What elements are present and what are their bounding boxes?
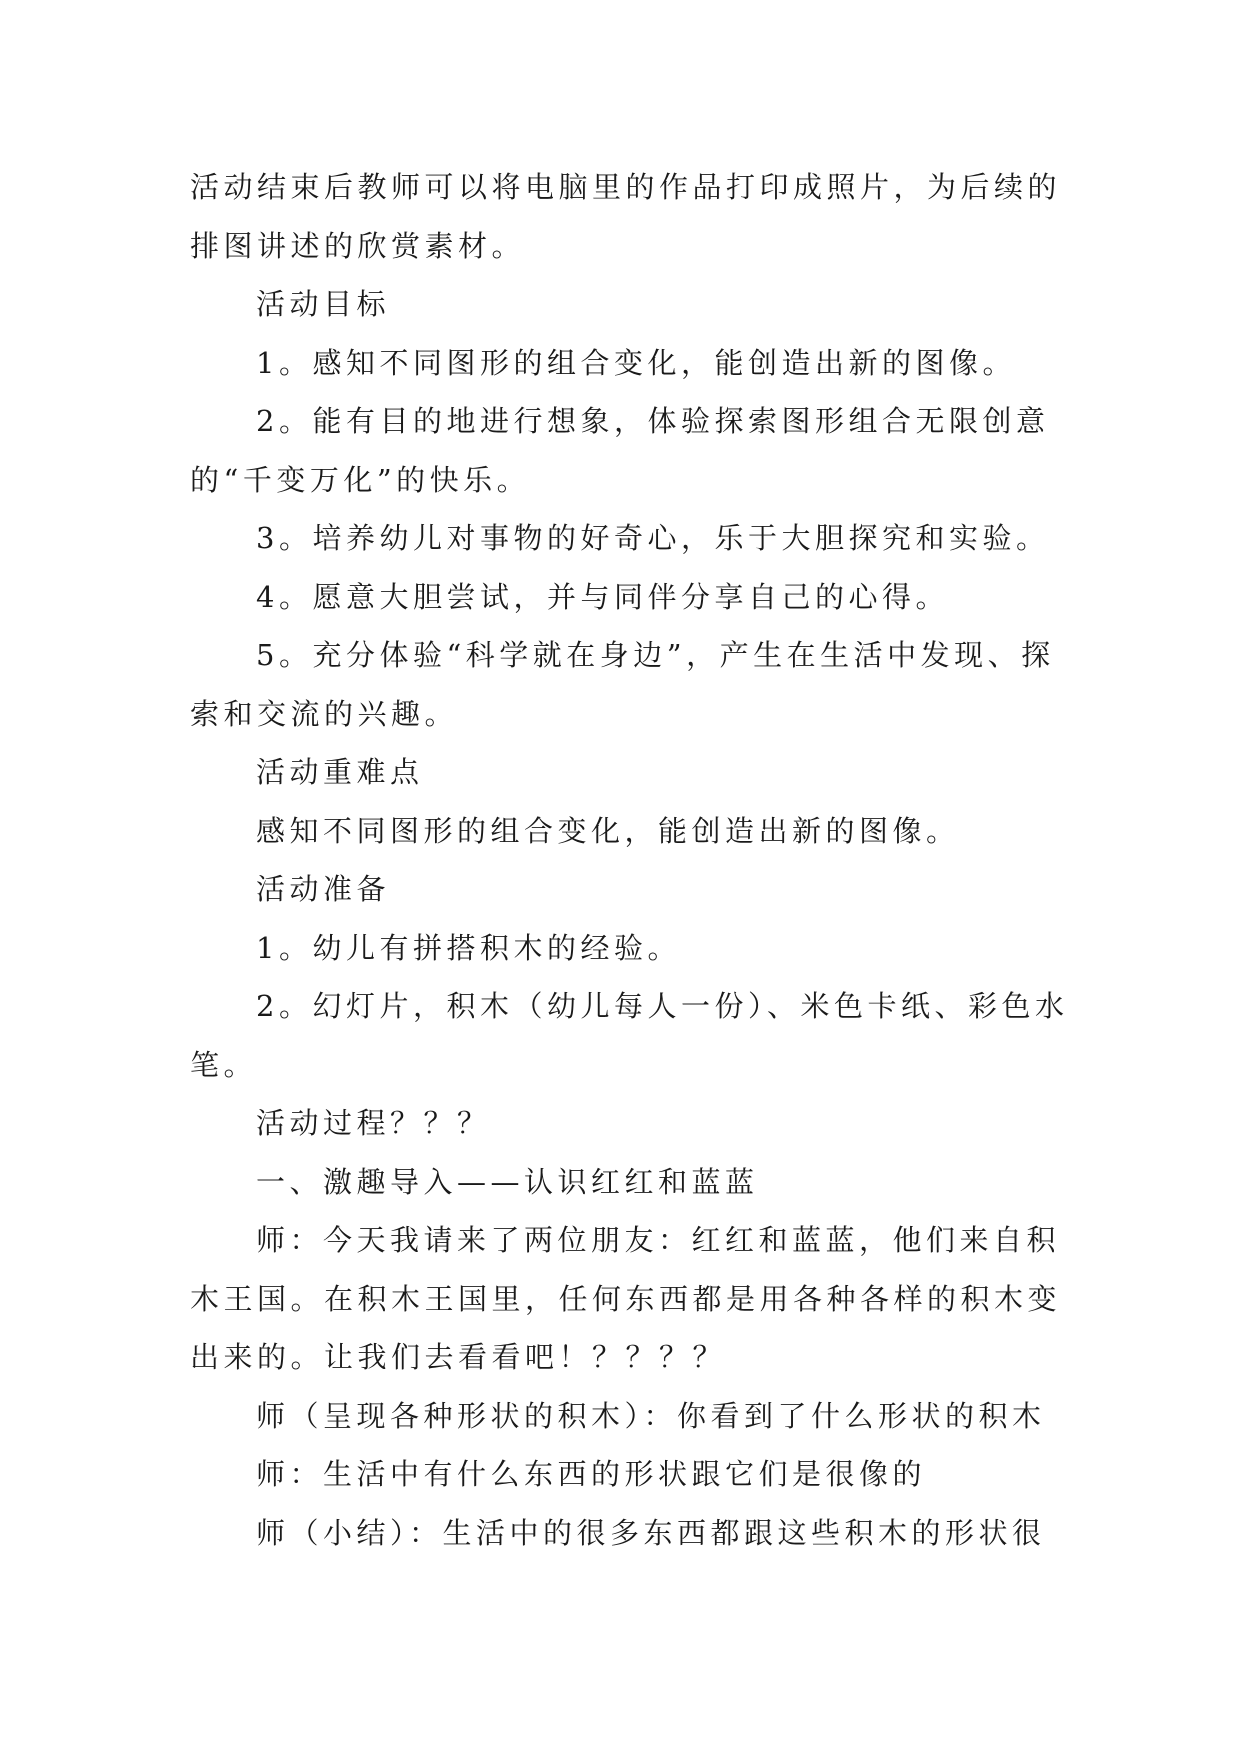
goal-item-5: 5。充分体验“科学就在身边”，产生在生活中发现、探 — [256, 638, 1055, 672]
key-points-text: 感知不同图形的组合变化，能创造出新的图像。 — [256, 813, 960, 848]
dialogue-line: 师：生活中有什么东西的形状跟它们是很像的 — [256, 1457, 927, 1491]
goal-item-1: 1。感知不同图形的组合变化，能创造出新的图像。 — [256, 345, 1016, 380]
section-heading-key-points: 活动重难点 — [256, 755, 424, 789]
document-body — [190, 158, 1069, 1562]
dialogue-line: 师：今天我请来了两位朋友：红红和蓝蓝，他们来自积 — [256, 1223, 1061, 1257]
paragraph-line: 活动结束后教师可以将电脑里的作品打印成照片，为后续的 — [190, 170, 1062, 204]
preparation-item-2-continued: 笔。 — [190, 1047, 258, 1082]
dialogue-line-continued: 木王国。在积木王国里，任何东西都是用各种各样的积木变 — [190, 1281, 1062, 1316]
dialogue-line: 师（呈现各种形状的积木）：你看到了什么形状的积木 — [256, 1398, 1046, 1433]
section-heading-process: 活动过程？？？ — [256, 1106, 491, 1140]
section-heading-preparation: 活动准备 — [256, 872, 391, 906]
paragraph-line: 排图讲述的欣赏素材。 — [190, 228, 526, 263]
goal-item-2-continued: 的“千变万化”的快乐。 — [190, 462, 531, 497]
preparation-item-2: 2。幻灯片，积木（幼儿每人一份）、米色卡纸、彩色水 — [256, 989, 1069, 1023]
goal-item-5-continued: 索和交流的兴趣。 — [190, 696, 459, 731]
goal-item-3: 3。培养幼儿对事物的好奇心，乐于大胆探究和实验。 — [256, 521, 1050, 555]
dialogue-line-continued: 出来的。让我们去看看吧！？？？？ — [190, 1340, 727, 1374]
goal-item-4: 4。愿意大胆尝试，并与同伴分享自己的心得。 — [256, 579, 949, 614]
section-heading-goals: 活动目标 — [256, 287, 391, 321]
dialogue-line: 师（小结）：生活中的很多东西都跟这些积木的形状很 — [256, 1515, 1046, 1550]
process-step-1-heading: 一、激趣导入——认识红红和蓝蓝 — [256, 1164, 759, 1199]
preparation-item-1: 1。幼儿有拼搭积木的经验。 — [256, 930, 681, 965]
goal-item-2: 2。能有目的地进行想象，体验探索图形组合无限创意 — [256, 404, 1050, 438]
